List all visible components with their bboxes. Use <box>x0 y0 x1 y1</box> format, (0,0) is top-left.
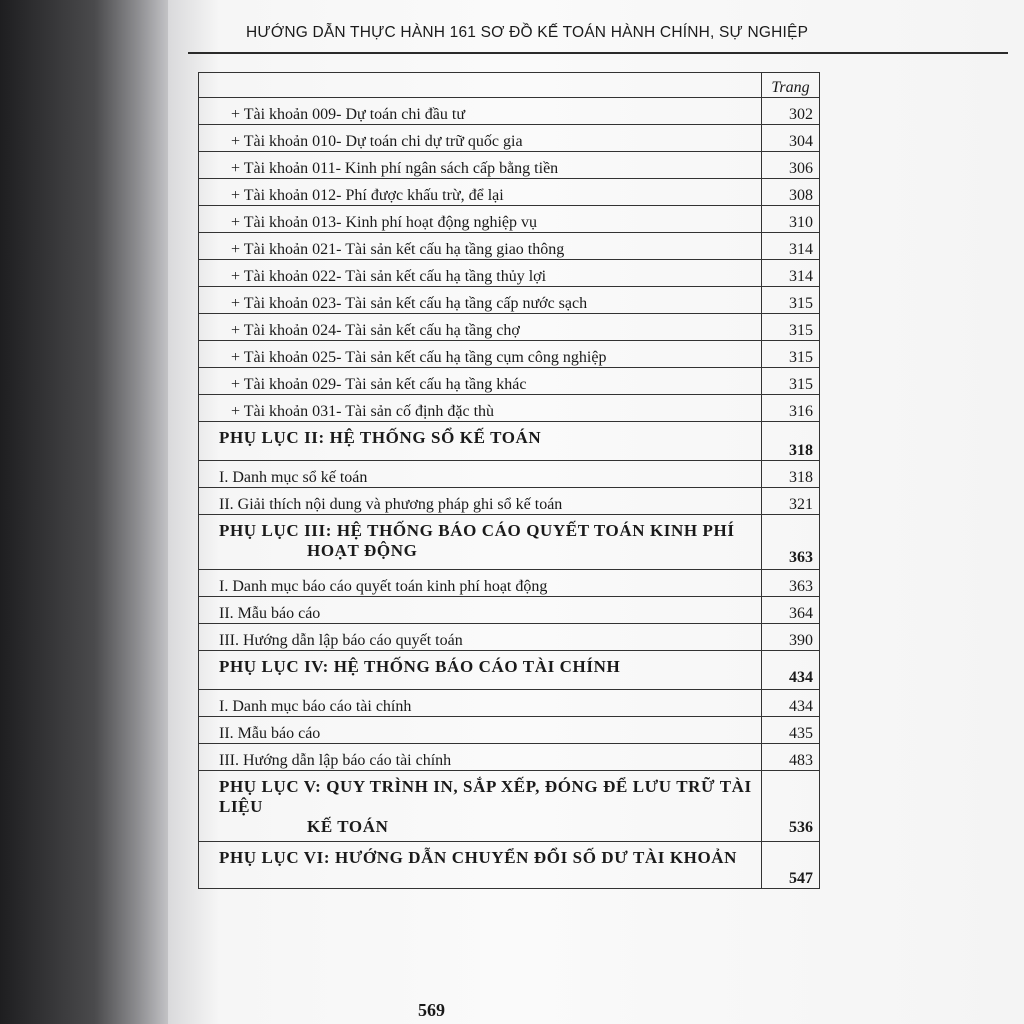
toc-entry-label: + Tài khoản 011- Kinh phí ngân sách cấp bằng tiền <box>199 152 762 179</box>
toc-section-page: 318 <box>762 422 820 461</box>
toc-row <box>199 395 820 422</box>
toc-entry-page: 483 <box>762 744 820 771</box>
toc-row <box>199 690 820 717</box>
toc-row <box>199 98 820 125</box>
toc-entry-page: 435 <box>762 717 820 744</box>
toc-entry-page: 302 <box>762 98 820 125</box>
toc-section-page: 363 <box>762 515 820 570</box>
header-rule <box>188 52 1008 54</box>
toc-entry-page: 315 <box>762 368 820 395</box>
toc-section-title <box>199 515 762 570</box>
toc-entry-label: + Tài khoản 029- Tài sản kết cấu hạ tầng khác <box>199 368 762 395</box>
toc-section-title: PHỤ LỤC II: HỆ THỐNG SỔ KẾ TOÁN <box>199 422 762 461</box>
toc-section-title <box>199 771 762 842</box>
toc-entry-page: 315 <box>762 314 820 341</box>
toc-section-title: PHỤ LỤC IV: HỆ THỐNG BÁO CÁO TÀI CHÍNH <box>199 651 762 690</box>
toc-row <box>199 461 820 488</box>
toc-row <box>199 341 820 368</box>
toc-entry-label: + Tài khoản 012- Phí được khấu trừ, để lại <box>199 179 762 206</box>
toc-row <box>199 314 820 341</box>
toc-section-title-line2: HOẠT ĐỘNG <box>307 541 418 560</box>
toc-section-title-line1: PHỤ LỤC III: HỆ THỐNG BÁO CÁO QUYẾT TOÁN KINH PHÍ <box>219 521 735 540</box>
page-column-header: Trang <box>762 73 820 98</box>
toc-section-row <box>199 842 820 889</box>
toc-row <box>199 179 820 206</box>
toc-row <box>199 570 820 597</box>
toc-section-title-line1: PHỤ LỤC V: QUY TRÌNH IN, SẮP XẾP, ĐÓNG ĐỂ LƯU TRỮ TÀI LIỆU <box>219 777 752 816</box>
toc-row <box>199 744 820 771</box>
toc-row <box>199 287 820 314</box>
table-of-contents <box>198 72 820 889</box>
toc-header-blank <box>199 73 762 98</box>
toc-entry-page: 310 <box>762 206 820 233</box>
toc-row <box>199 368 820 395</box>
toc-entry-label: + Tài khoản 021- Tài sản kết cấu hạ tầng giao thông <box>199 233 762 260</box>
toc-section-row <box>199 771 820 842</box>
toc-row <box>199 597 820 624</box>
running-header: HƯỚNG DẪN THỰC HÀNH 161 SƠ ĐỒ KẾ TOÁN HÀNH CHÍNH, SỰ NGHIỆP <box>246 24 809 41</box>
toc-row <box>199 125 820 152</box>
page-number: 569 <box>418 1000 445 1020</box>
toc-row <box>199 233 820 260</box>
toc-entry-label: + Tài khoản 013- Kinh phí hoạt động nghiệp vụ <box>199 206 762 233</box>
toc-entry-label: + Tài khoản 010- Dự toán chi dự trữ quốc gia <box>199 125 762 152</box>
toc-row <box>199 206 820 233</box>
toc-entry-page: 318 <box>762 461 820 488</box>
toc-entry-label: II. Giải thích nội dung và phương pháp ghi sổ kế toán <box>199 488 762 515</box>
toc-row <box>199 624 820 651</box>
toc-entry-page: 363 <box>762 570 820 597</box>
toc-entry-page: 364 <box>762 597 820 624</box>
toc-entry-label: II. Mẫu báo cáo <box>199 717 762 744</box>
toc-entry-page: 315 <box>762 341 820 368</box>
toc-entry-page: 390 <box>762 624 820 651</box>
toc-section-title-line2: KẾ TOÁN <box>307 817 389 836</box>
toc-entry-label: + Tài khoản 031- Tài sản cố định đặc thù <box>199 395 762 422</box>
toc-entry-label: I. Danh mục sổ kế toán <box>199 461 762 488</box>
toc-entry-label: + Tài khoản 023- Tài sản kết cấu hạ tầng cấp nước sạch <box>199 287 762 314</box>
toc-entry-label: + Tài khoản 024- Tài sản kết cấu hạ tầng chợ <box>199 314 762 341</box>
toc-row <box>199 260 820 287</box>
toc-row <box>199 152 820 179</box>
toc-row <box>199 488 820 515</box>
toc-entry-page: 314 <box>762 260 820 287</box>
toc-entry-label: + Tài khoản 022- Tài sản kết cấu hạ tầng thủy lợi <box>199 260 762 287</box>
book-spine-shadow <box>0 0 172 1024</box>
toc-entry-page: 316 <box>762 395 820 422</box>
toc-entry-page: 315 <box>762 287 820 314</box>
toc-header-row <box>199 73 820 98</box>
toc-section-page: 434 <box>762 651 820 690</box>
toc-section-page: 536 <box>762 771 820 842</box>
toc-entry-label: I. Danh mục báo cáo tài chính <box>199 690 762 717</box>
toc-section-title: PHỤ LỤC VI: HƯỚNG DẪN CHUYỂN ĐỔI SỐ DƯ TÀI KHOẢN <box>199 842 762 889</box>
toc-section-row <box>199 651 820 690</box>
toc-entry-page: 321 <box>762 488 820 515</box>
toc-entry-page: 306 <box>762 152 820 179</box>
toc-entry-page: 308 <box>762 179 820 206</box>
toc-entry-label: + Tài khoản 025- Tài sản kết cấu hạ tầng cụm công nghiệp <box>199 341 762 368</box>
toc-section-row <box>199 422 820 461</box>
toc-entry-label: III. Hướng dẫn lập báo cáo quyết toán <box>199 624 762 651</box>
toc-entry-page: 314 <box>762 233 820 260</box>
toc-entry-page: 434 <box>762 690 820 717</box>
toc-entry-page: 304 <box>762 125 820 152</box>
toc-entry-label: III. Hướng dẫn lập báo cáo tài chính <box>199 744 762 771</box>
book-page <box>168 0 1024 1024</box>
toc-row <box>199 717 820 744</box>
toc-section-page: 547 <box>762 842 820 889</box>
toc-entry-label: II. Mẫu báo cáo <box>199 597 762 624</box>
toc-entry-label: + Tài khoản 009- Dự toán chi đầu tư <box>199 98 762 125</box>
toc-section-row <box>199 515 820 570</box>
toc-entry-label: I. Danh mục báo cáo quyết toán kinh phí hoạt động <box>199 570 762 597</box>
